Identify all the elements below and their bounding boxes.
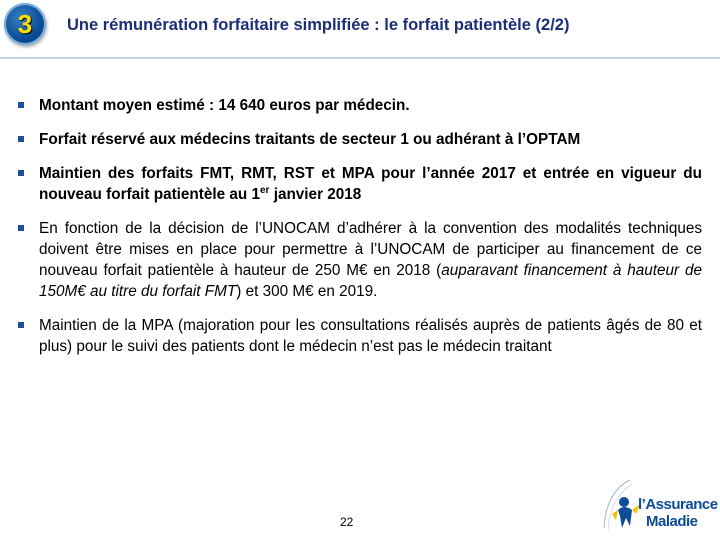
- page-number: 22: [340, 515, 354, 529]
- bullet-text-end: janvier 2018: [269, 186, 362, 203]
- square-bullet-icon: [18, 225, 24, 231]
- square-bullet-icon: [18, 170, 24, 176]
- bullet-item-eligibility: [18, 129, 702, 150]
- section-number-badge: [4, 3, 46, 45]
- assurance-maladie-logo: [600, 478, 718, 536]
- header-divider: [0, 57, 720, 59]
- bullet-text-end: ) et 300 M€ en 2019.: [236, 283, 378, 300]
- section-number: 3: [17, 9, 33, 39]
- bullet-text: Forfait réservé aux médecins traitants de secteur 1 ou adhérant à l’OPTAM: [39, 131, 581, 148]
- square-bullet-icon: [18, 136, 24, 142]
- bullet-italic-note: auparavant financement à hauteur de 150M€ au titre du forfait FMT: [39, 262, 703, 300]
- logo-text-line2: Maladie: [646, 513, 698, 530]
- bullet-item-maintenance-2017: [18, 163, 702, 205]
- bullet-text: Montant moyen estimé : 14 640 euros par médecin.: [39, 97, 410, 114]
- bullet-text: En fonction de la décision de l’UNOCAM d’adhérer à la convention des modalités techniques doivent être mises en place pour permettre à l’UNOCAM de participer au financement de ce nouveau forfait patientèle à hauteur de 250 M€ en 2018 (: [39, 220, 702, 279]
- bullet-item-unocam: [18, 218, 702, 302]
- bullet-text: Maintien des forfaits FMT, RMT, RST et MPA pour l’année 2017 et entrée en vigueur du nouveau forfait patientèle au 1: [39, 165, 702, 203]
- square-bullet-icon: [18, 322, 24, 328]
- square-bullet-icon: [18, 102, 24, 108]
- logo-text-line1: l’Assurance: [638, 496, 718, 513]
- bullet-list: [18, 95, 702, 370]
- bullet-item-average-amount: [18, 95, 702, 116]
- slide-title: Une rémunération forfaitaire simplifiée : le forfait patientèle (2/2): [67, 16, 570, 34]
- assurance-maladie-emblem-icon: [602, 480, 642, 532]
- bullet-text: Maintien de la MPA (majoration pour les consultations réalisés auprès de patients âgés de 80 et plus) pour le suivi des patients dont le médecin n’est pas le médecin traitant: [39, 317, 702, 355]
- superscript: er: [260, 185, 270, 196]
- bullet-item-mpa: [18, 315, 702, 357]
